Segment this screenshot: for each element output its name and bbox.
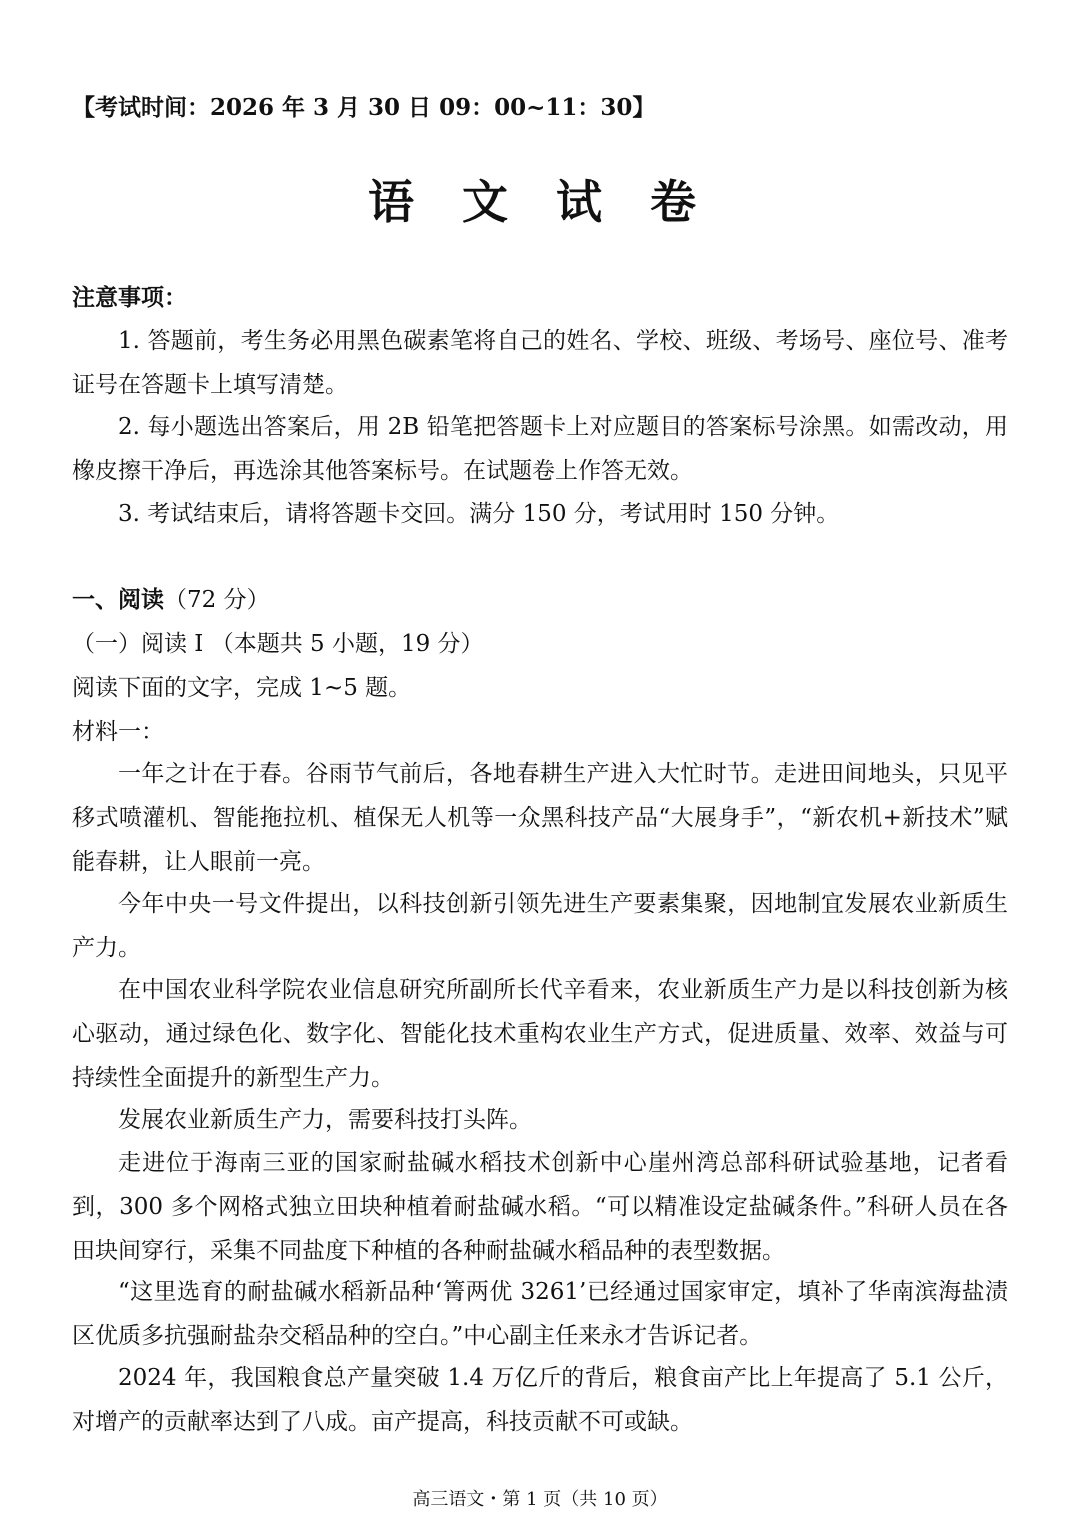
notice-item: 2. 每小题选出答案后，用 2B 铅笔把答题卡上对应题目的答案标号涂黑。如需改动，用橡皮擦干净后，再选涂其他答案标号。在试题卷上作答无效。: [72, 414, 1008, 484]
body-paragraph: 一年之计在于春。谷雨节气前后，各地春耕生产进入大忙时节。走进田间地头，只见平移式喷灌机、智能拖拉机、植保无人机等一众黑科技产品“大展身手”，“新农机+新技术”赋能春耕，让人眼前一亮。: [72, 761, 1008, 875]
body-paragraph: 走进位于海南三亚的国家耐盐碱水稻技术创新中心崖州湾总部科研试验基地，记者看到，300 多个网格式独立田块种植着耐盐碱水稻。“可以精准设定盐碱条件。”科研人员在各田块间穿行，采集不同盐度下种植的各种耐盐碱水稻品种的表型数据。: [72, 1150, 1008, 1264]
section-heading: [72, 584, 1008, 616]
body-paragraph: 2024 年，我国粮食总产量突破 1.4 万亿斤的背后，粮食亩产比上年提高了 5.1 公斤，对增产的贡献率达到了八成。亩产提高，科技贡献不可或缺。: [72, 1365, 1008, 1435]
notice-heading: 注意事项：: [72, 284, 187, 311]
body-paragraph: 在中国农业科学院农业信息研究所副所长代辛看来，农业新质生产力是以科技创新为核心驱动，通过绿色化、数字化、智能化技术重构农业生产方式，促进质量、效率、效益与可持续性全面提升的新型生产力。: [72, 977, 1008, 1091]
body-paragraph: 今年中央一号文件提出，以科技创新引领先进生产要素集聚，因地制宜发展农业新质生产力。: [72, 891, 1008, 961]
instruction: 阅读下面的文字，完成 1~5 题。: [72, 675, 412, 701]
section-heading-label: 一、阅读: [72, 586, 164, 613]
page-title: 语 文 试 卷: [367, 175, 713, 229]
page-footer: 高三语文・第 1 页（共 10 页）: [412, 1489, 668, 1510]
sub-heading: （一）阅读 I （本题共 5 小题，19 分）: [72, 631, 484, 657]
body-paragraph: 发展农业新质生产力，需要科技打头阵。: [118, 1107, 532, 1133]
material-label: 材料一：: [72, 719, 164, 745]
notice-item: 1. 答题前，考生务必用黑色碳素笔将自己的姓名、学校、班级、考场号、座位号、准考证号在答题卡上填写清楚。: [72, 328, 1008, 398]
body-paragraph: “这里选育的耐盐碱水稻新品种‘箐两优 3261’已经通过国家审定，填补了华南滨海盐渍区优质多抗强耐盐杂交稻品种的空白。”中心副主任来永才告诉记者。: [72, 1279, 1008, 1349]
section-heading-score: （72 分）: [164, 587, 270, 613]
exam-time: 【考试时间：2026 年 3 月 30 日 09：00~11：30】: [72, 94, 656, 121]
notice-item: 3. 考试结束后，请将答题卡交回。满分 150 分，考试用时 150 分钟。: [118, 501, 840, 527]
